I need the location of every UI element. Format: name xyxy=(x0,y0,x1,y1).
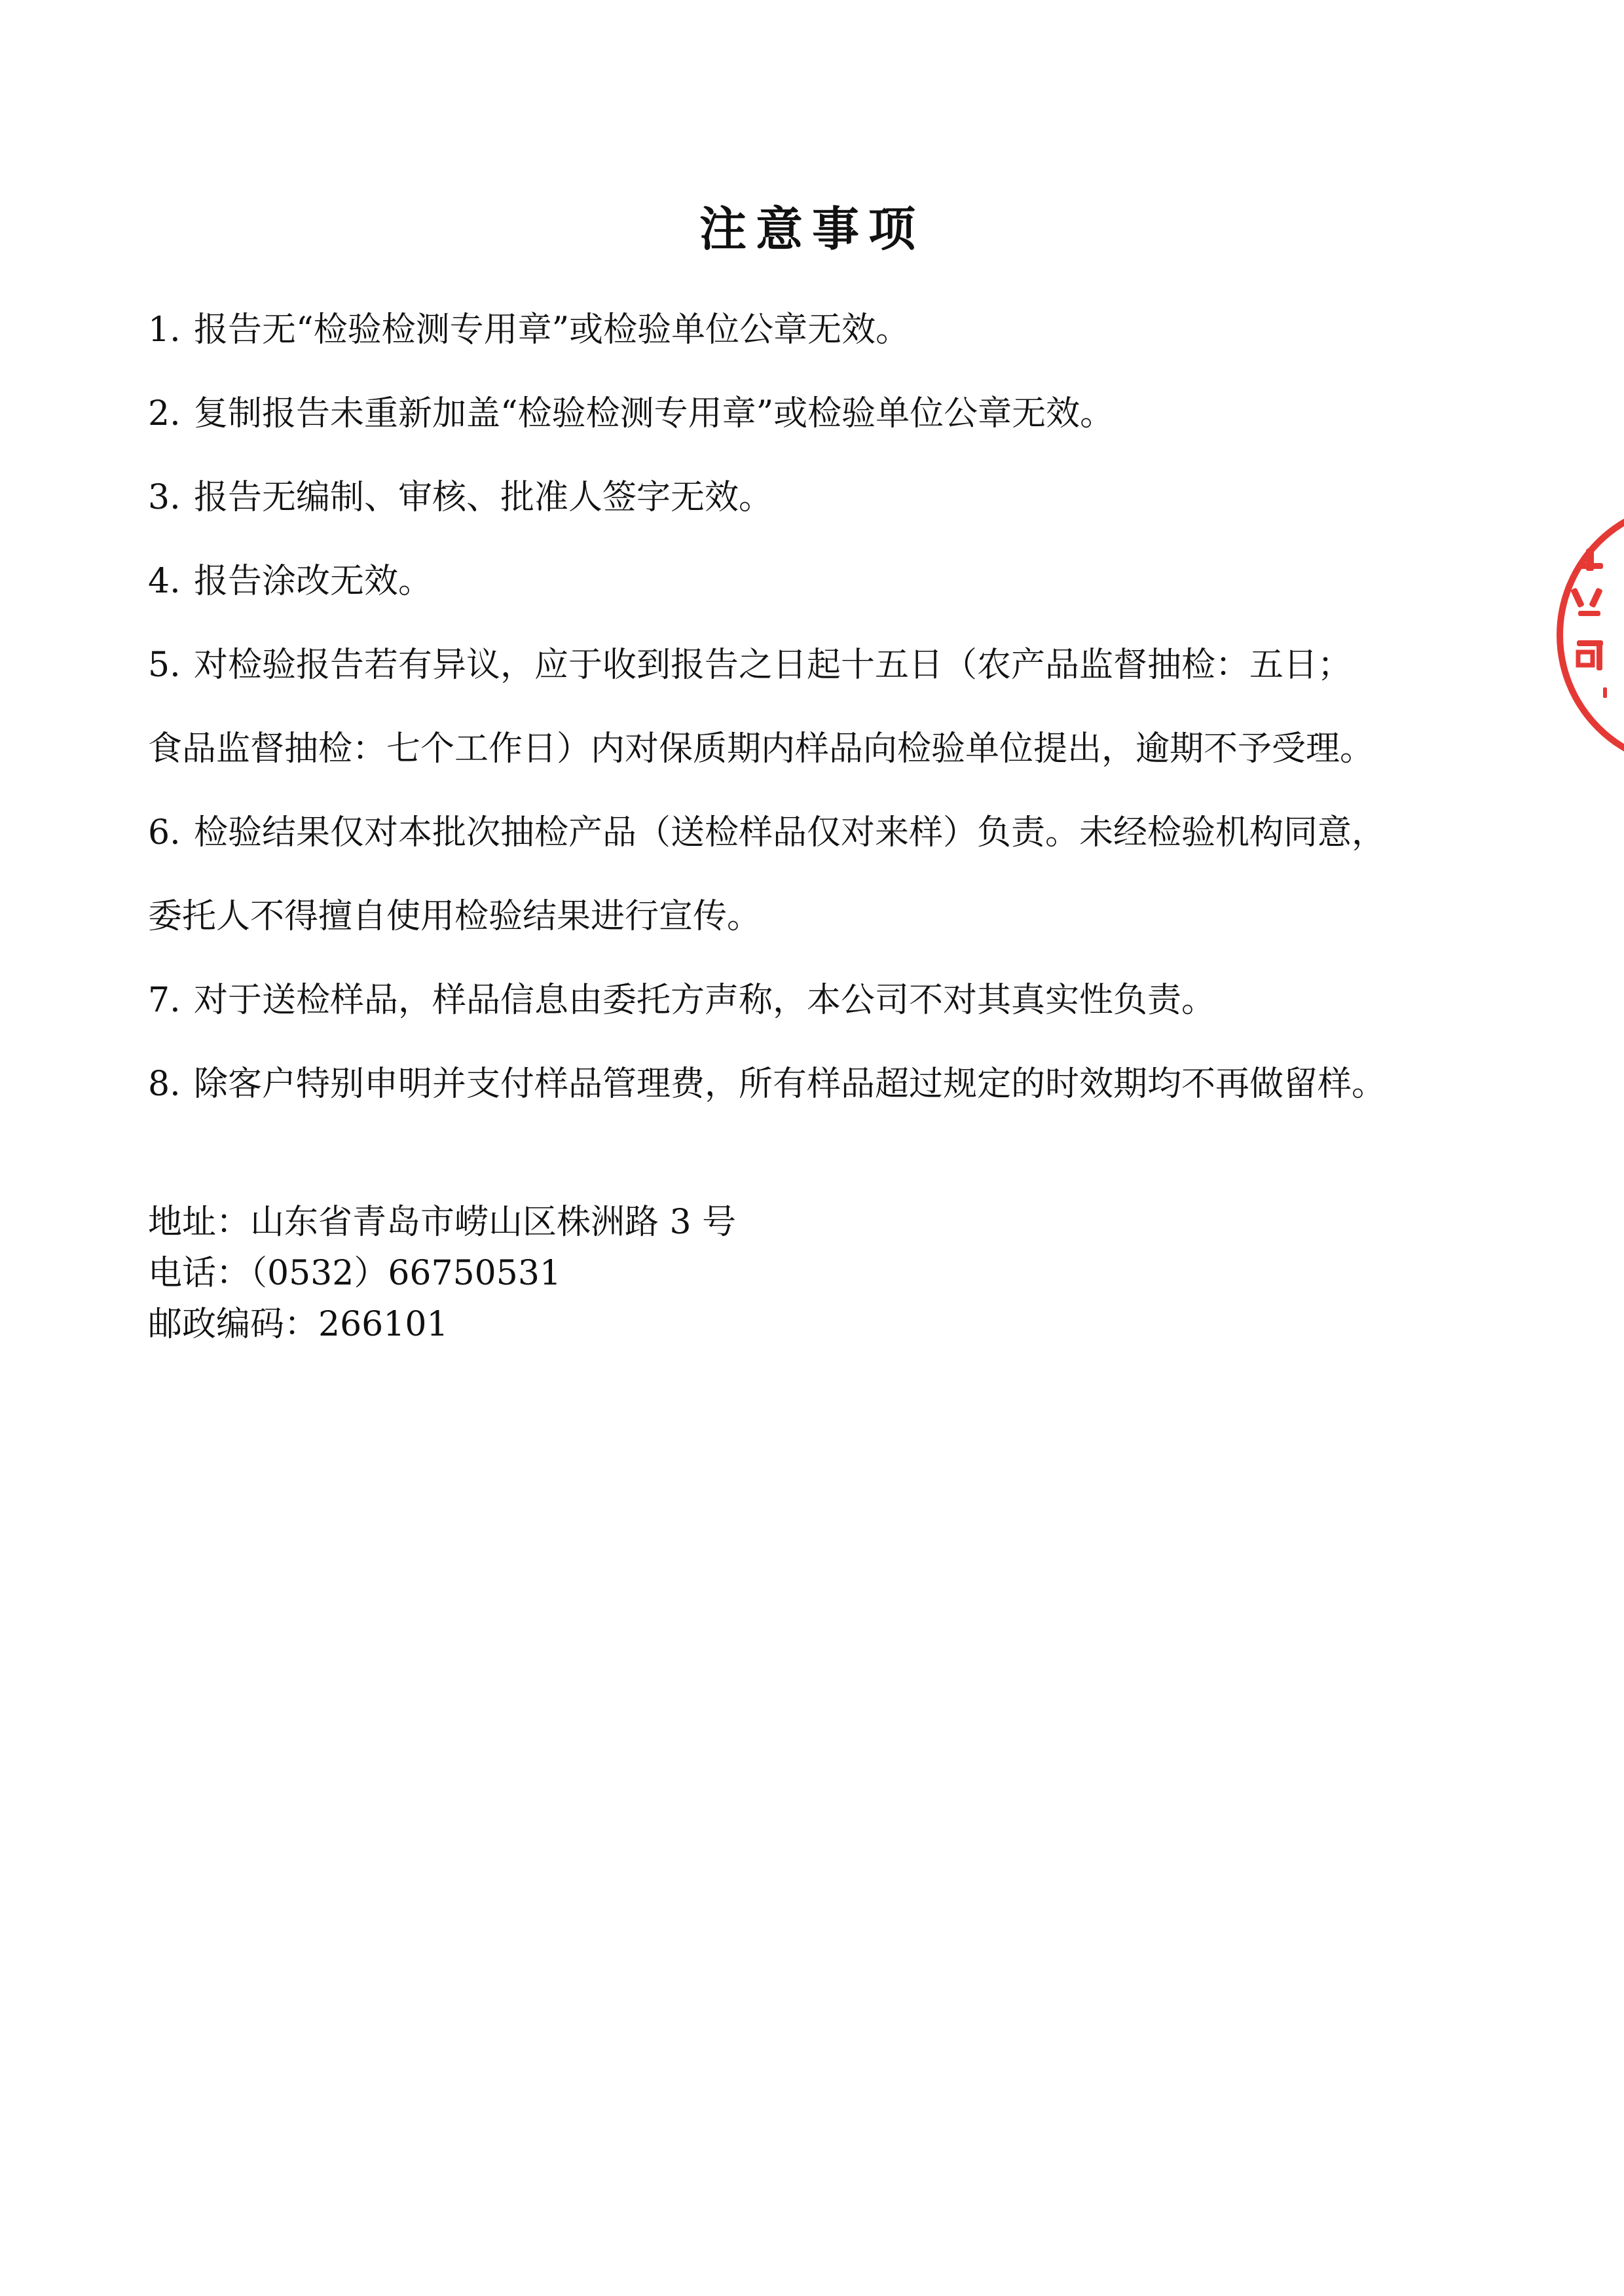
address-line: 地址：山东省青岛市崂山区株洲路 3 号 xyxy=(148,1203,737,1242)
note-item-6-continuation: 委托人不得擅自使用检验结果进行宣传。 xyxy=(148,897,762,936)
note-number: 3. xyxy=(148,478,181,517)
note-text: 报告无“检验检测专用章”或检验单位公章无效。 xyxy=(194,310,910,350)
note-text: 除客户特别申明并支付样品管理费，所有样品超过规定的时效期均不再做留样。 xyxy=(194,1065,1386,1104)
note-item-5 xyxy=(148,623,1484,707)
note-text: 对检验报告若有异议，应于收到报告之日起十五日（农产品监督抽检：五日； xyxy=(194,646,1352,685)
company-seal xyxy=(1540,504,1624,766)
note-item-5-continuation: 食品监督抽检：七个工作日）内对保质期内样品向检验单位提出，逾期不予受理。 xyxy=(148,729,1375,769)
seal-stamp-icon xyxy=(1540,504,1624,766)
note-number: 2. xyxy=(148,394,181,433)
note-number: 6. xyxy=(148,813,181,852)
note-number: 8. xyxy=(148,1065,181,1104)
note-number: 4. xyxy=(148,562,181,601)
note-number: 5. xyxy=(148,646,181,685)
note-item-7 xyxy=(148,958,1484,1042)
note-text: 报告无编制、审核、批准人签字无效。 xyxy=(194,478,773,517)
note-text: 检验结果仅对本批次抽检产品（送检样品仅对来样）负责。未经检验机构同意， xyxy=(194,813,1386,852)
note-text: 复制报告未重新加盖“检验检测专用章”或检验单位公章无效。 xyxy=(194,394,1115,433)
note-item-6 xyxy=(148,791,1484,875)
note-item-4 xyxy=(148,539,1484,623)
note-item-1 xyxy=(148,288,1484,372)
note-text: 对于送检样品，样品信息由委托方声称，本公司不对其真实性负责。 xyxy=(194,981,1216,1020)
note-number: 7. xyxy=(148,981,181,1020)
note-text: 报告涂改无效。 xyxy=(194,562,433,601)
note-item-3 xyxy=(148,456,1484,539)
contact-block xyxy=(148,1197,1196,1350)
phone-line: 电话：（0532）66750531 xyxy=(148,1254,562,1293)
postcode-line: 邮政编码：266101 xyxy=(148,1305,449,1344)
seal-ring xyxy=(1560,504,1624,766)
page-title: 注意事项 xyxy=(699,201,925,257)
note-item-2 xyxy=(148,372,1484,456)
note-item-8 xyxy=(148,1042,1484,1126)
notes-list xyxy=(148,288,1484,1126)
note-number: 1. xyxy=(148,310,181,350)
